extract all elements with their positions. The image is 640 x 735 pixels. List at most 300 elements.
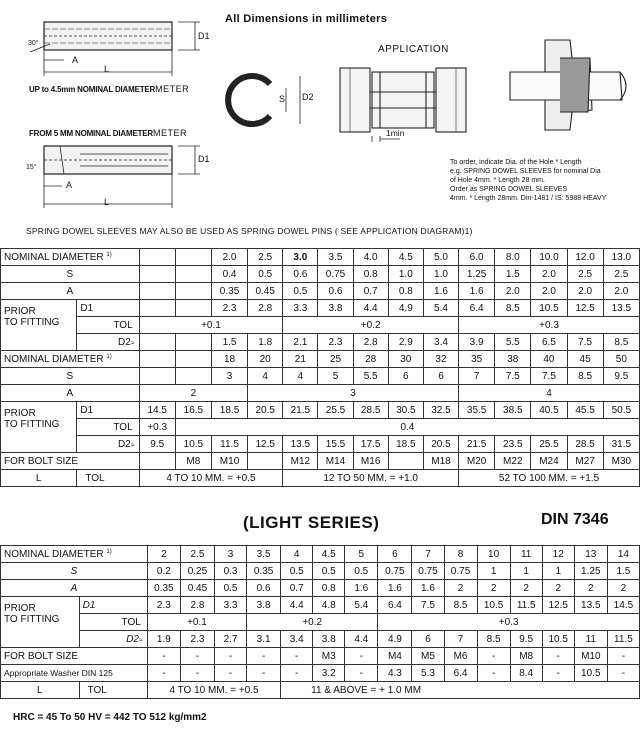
value-cell: 11.5 <box>510 597 542 614</box>
value-cell <box>388 453 423 470</box>
value-cell: 18.5 <box>388 436 423 453</box>
value-cell: 1.8 <box>248 334 283 351</box>
table-row <box>1 402 640 419</box>
dim-l-large: L <box>104 197 110 207</box>
dim-s-section: S <box>279 94 286 104</box>
value-cell: M10 <box>574 648 607 665</box>
value-cell: 10 <box>477 546 510 563</box>
value-cell: 2.8 <box>180 597 214 614</box>
value-cell: - <box>281 665 313 682</box>
value-cell: 21.5 <box>283 402 318 419</box>
value-cell: 2.3 <box>318 334 353 351</box>
row-label <box>1 351 140 368</box>
table-row <box>1 631 640 648</box>
tol-value: +0.3 <box>459 317 640 334</box>
value-cell: 40 <box>531 351 567 368</box>
value-cell: M4 <box>378 648 412 665</box>
value-cell: 15.5 <box>318 436 353 453</box>
value-cell: M20 <box>459 453 495 470</box>
to-fitting-label: TO FITTING <box>1 317 77 334</box>
small-pin-drawing <box>30 22 200 76</box>
value-cell: 0.6 <box>283 266 318 283</box>
table-row <box>1 334 640 351</box>
value-cell: 2.5 <box>567 266 603 283</box>
value-cell: 3 <box>211 368 247 385</box>
order-note <box>450 158 606 203</box>
value-cell: - <box>607 648 639 665</box>
table-row <box>1 665 640 682</box>
value-cell: 0.7 <box>281 580 313 597</box>
tol-value: 4 TO 10 MM. = +0.5 <box>139 470 283 487</box>
value-cell: 17.5 <box>353 436 388 453</box>
value-cell: 0.8 <box>388 283 423 300</box>
value-cell: 7 <box>412 546 444 563</box>
value-cell: 6.4 <box>378 597 412 614</box>
value-cell: 8.5 <box>444 597 477 614</box>
value-cell: 30 <box>388 351 423 368</box>
value-cell: 31.5 <box>603 436 639 453</box>
value-cell <box>175 249 211 266</box>
value-cell: 35 <box>459 351 495 368</box>
value-cell: - <box>247 648 281 665</box>
value-cell: 28 <box>353 351 388 368</box>
value-cell: 0.5 <box>215 580 247 597</box>
value-cell: M30 <box>603 453 639 470</box>
value-cell: 12.5 <box>567 300 603 317</box>
value-cell: 3.8 <box>313 631 345 648</box>
value-cell: 35.5 <box>459 402 495 419</box>
value-cell: 25.5 <box>318 402 353 419</box>
spacer-cell <box>1 436 77 453</box>
table-row <box>1 317 640 334</box>
value-cell: 10.5 <box>574 665 607 682</box>
value-cell: 2 <box>477 580 510 597</box>
light-series-table <box>0 545 640 699</box>
value-cell: 4 <box>248 368 283 385</box>
order-note-line: 4mm. * Length 28mm. Din-1481 / IS: 5988 HEAVY <box>450 195 607 202</box>
shaft-drawing <box>510 40 626 130</box>
tol-label: TOL <box>79 682 147 699</box>
angle-label-small: 30° <box>28 40 39 47</box>
value-cell: 4.8 <box>313 597 345 614</box>
value-cell: 32.5 <box>423 402 458 419</box>
value-cell: 7.5 <box>567 334 603 351</box>
order-note-line: To order, indicate Dia. of the Hole * Length <box>450 159 582 166</box>
value-cell <box>139 283 175 300</box>
value-cell: 6.5 <box>531 334 567 351</box>
spacer-cell <box>1 334 77 351</box>
value-cell: 0.75 <box>412 563 444 580</box>
value-cell: 0.6 <box>247 580 281 597</box>
value-cell: 25 <box>318 351 353 368</box>
value-cell: 6 <box>423 368 458 385</box>
value-cell <box>139 368 175 385</box>
approx-mark: ≈ <box>130 441 135 449</box>
value-cell: M24 <box>531 453 567 470</box>
value-cell: - <box>477 665 510 682</box>
value-cell: 4.9 <box>388 300 423 317</box>
value-cell: 11.5 <box>211 436 247 453</box>
value-cell: 45 <box>567 351 603 368</box>
value-cell: 2 <box>139 385 247 402</box>
l-label: L <box>1 682 80 699</box>
value-cell: 4.0 <box>353 249 388 266</box>
value-cell: M22 <box>495 453 531 470</box>
value-cell: 9.5 <box>139 436 175 453</box>
to-fitting-label: TO FITTING <box>1 419 77 436</box>
footnote-mark: 1) <box>106 353 112 360</box>
large-pin-drawing <box>44 146 200 208</box>
value-cell: - <box>247 665 281 682</box>
value-cell: 2.0 <box>531 283 567 300</box>
prior-label: PRIOR <box>1 597 80 614</box>
value-cell: 10.5 <box>542 631 574 648</box>
tol-value: +0.2 <box>283 317 459 334</box>
application-label: APPLICATION <box>378 44 449 55</box>
value-cell: - <box>147 648 180 665</box>
value-cell: 32 <box>423 351 458 368</box>
value-cell: 13 <box>574 546 607 563</box>
d2-label <box>77 334 139 351</box>
table-row <box>1 249 640 266</box>
row-label <box>1 546 148 563</box>
value-cell: 13.5 <box>603 300 639 317</box>
value-cell: M18 <box>423 453 458 470</box>
value-cell: 0.25 <box>180 563 214 580</box>
value-cell: 14.5 <box>607 597 639 614</box>
tol-value: +0.1 <box>139 317 283 334</box>
value-cell: 1.6 <box>378 580 412 597</box>
d2-label-text: D2 <box>118 438 131 450</box>
value-cell: 3.8 <box>247 597 281 614</box>
value-cell <box>175 266 211 283</box>
value-cell: 18 <box>211 351 247 368</box>
value-cell: 0.75 <box>378 563 412 580</box>
value-cell: 7.5 <box>412 597 444 614</box>
value-cell: 2.8 <box>248 300 283 317</box>
value-cell: 20.5 <box>248 402 283 419</box>
value-cell: 3.2 <box>313 665 345 682</box>
value-cell: 0.35 <box>247 563 281 580</box>
nominal-label: NOMINAL DIAMETER <box>4 251 104 263</box>
value-cell: 0.5 <box>345 563 378 580</box>
value-cell: M8 <box>175 453 211 470</box>
value-cell: 5.3 <box>412 665 444 682</box>
value-cell: 2 <box>444 580 477 597</box>
dim-d1-large: D1 <box>198 154 210 164</box>
value-cell: 8.4 <box>510 665 542 682</box>
d2-label <box>77 436 139 453</box>
table-row <box>1 614 640 631</box>
value-cell: - <box>281 648 313 665</box>
value-cell: 21.5 <box>459 436 495 453</box>
value-cell: 13.5 <box>574 597 607 614</box>
value-cell: - <box>345 665 378 682</box>
value-cell: - <box>477 648 510 665</box>
value-cell: - <box>180 665 214 682</box>
value-cell: 2 <box>510 580 542 597</box>
value-cell: 11.5 <box>607 631 639 648</box>
value-cell: 1.6 <box>412 580 444 597</box>
value-cell: 28.5 <box>353 402 388 419</box>
value-cell: 4 <box>281 546 313 563</box>
value-cell: 3.3 <box>215 597 247 614</box>
value-cell: 0.7 <box>353 283 388 300</box>
value-cell: 0.75 <box>444 563 477 580</box>
value-cell: 10.5 <box>477 597 510 614</box>
value-cell: 0.8 <box>353 266 388 283</box>
value-cell: 1.6 <box>423 283 458 300</box>
table-row <box>1 351 640 368</box>
value-cell: 18.5 <box>211 402 247 419</box>
value-cell: 12 <box>542 546 574 563</box>
value-cell: 3.9 <box>459 334 495 351</box>
table-row <box>1 385 640 402</box>
value-cell: M12 <box>283 453 318 470</box>
value-cell: 4.9 <box>378 631 412 648</box>
footnote-mark: 1) <box>106 251 112 258</box>
value-cell: - <box>147 665 180 682</box>
value-cell: 0.5 <box>313 563 345 580</box>
value-cell <box>139 351 175 368</box>
angle-label-large: 15° <box>26 164 37 171</box>
value-cell: 2.5 <box>180 546 214 563</box>
value-cell: 12.5 <box>248 436 283 453</box>
value-cell: 16.5 <box>175 402 211 419</box>
value-cell: - <box>180 648 214 665</box>
value-cell: 5.5 <box>353 368 388 385</box>
value-cell: 1 <box>510 563 542 580</box>
table-row <box>1 453 640 470</box>
value-cell: 2.1 <box>283 334 318 351</box>
table-row <box>1 419 640 436</box>
row-label: A <box>1 385 140 402</box>
value-cell: 1.25 <box>459 266 495 283</box>
value-cell: 4.5 <box>388 249 423 266</box>
value-cell: 9.5 <box>603 368 639 385</box>
value-cell: 38 <box>495 351 531 368</box>
value-cell: 11 <box>510 546 542 563</box>
table-row <box>1 266 640 283</box>
to-fitting-label: TO FITTING <box>1 614 80 631</box>
value-cell <box>139 300 175 317</box>
value-cell: 25.5 <box>531 436 567 453</box>
value-cell: 10.5 <box>531 300 567 317</box>
value-cell: 4.4 <box>353 300 388 317</box>
value-cell: 0.75 <box>318 266 353 283</box>
table-row <box>1 682 640 699</box>
table-row <box>1 470 640 487</box>
value-cell: 20.5 <box>423 436 458 453</box>
table-row <box>1 597 640 614</box>
value-cell: 5.5 <box>495 334 531 351</box>
value-cell: M3 <box>313 648 345 665</box>
value-cell: 3.1 <box>247 631 281 648</box>
value-cell: 0.5 <box>283 283 318 300</box>
value-cell: 2 <box>147 546 180 563</box>
din-number: DIN 7346 <box>541 511 609 528</box>
table-row <box>1 563 640 580</box>
row-label: S <box>1 563 148 580</box>
nominal-label: NOMINAL DIAMETER <box>4 548 104 560</box>
d2-label <box>79 631 147 648</box>
tol-value: 11 & ABOVE = + 1.0 MM <box>281 682 640 699</box>
value-cell: 3.8 <box>318 300 353 317</box>
value-cell: 6.4 <box>444 665 477 682</box>
value-cell: 4.3 <box>378 665 412 682</box>
table-row <box>1 580 640 597</box>
caption-small-pin: UP to 4.5mm NOMINAL DIAMETERMETER <box>29 84 190 94</box>
table-row <box>1 283 640 300</box>
value-cell: M8 <box>510 648 542 665</box>
tol-value: 0.4 <box>175 419 639 436</box>
tol-value: 52 TO 100 MM. = +1.5 <box>459 470 640 487</box>
prior-label: PRIOR <box>1 402 77 419</box>
value-cell: 0.5 <box>281 563 313 580</box>
page-title: All Dimensions in millimeters <box>225 13 388 25</box>
value-cell: 2.0 <box>495 283 531 300</box>
value-cell: 2.3 <box>147 597 180 614</box>
value-cell <box>139 266 175 283</box>
value-cell: 2 <box>574 580 607 597</box>
value-cell: 7 <box>459 368 495 385</box>
value-cell: 1 <box>542 563 574 580</box>
dim-a-large: A <box>66 180 73 190</box>
table-row <box>1 300 640 317</box>
value-cell: 2.0 <box>567 283 603 300</box>
d1-label: D1 <box>79 597 147 614</box>
dim-d2-section: D2 <box>302 92 314 102</box>
table-row <box>1 436 640 453</box>
table-row <box>1 368 640 385</box>
value-cell: 11 <box>574 631 607 648</box>
value-cell: 0.45 <box>180 580 214 597</box>
bolt-label: FOR BOLT SIZE <box>1 453 140 470</box>
value-cell: 2.0 <box>531 266 567 283</box>
value-cell: 1.5 <box>607 563 639 580</box>
tol-value: 12 TO 50 MM. = +1.0 <box>283 470 459 487</box>
value-cell: M5 <box>412 648 444 665</box>
value-cell: 2.0 <box>211 249 247 266</box>
value-cell: - <box>215 648 247 665</box>
footnote-mark: 1) <box>106 548 112 555</box>
dim-l-small: L <box>104 64 110 74</box>
value-cell: 1.5 <box>211 334 247 351</box>
d1-label: D1 <box>77 300 139 317</box>
value-cell: 14.5 <box>139 402 175 419</box>
value-cell: 2.7 <box>215 631 247 648</box>
d1-label: D1 <box>77 402 139 419</box>
row-label: A <box>1 580 148 597</box>
value-cell: 10.5 <box>175 436 211 453</box>
value-cell: 40.5 <box>531 402 567 419</box>
value-cell: 13.0 <box>603 249 639 266</box>
value-cell: 3 <box>215 546 247 563</box>
value-cell: 5 <box>345 546 378 563</box>
value-cell: 0.2 <box>147 563 180 580</box>
heavy-series-table <box>0 248 640 487</box>
value-cell <box>175 300 211 317</box>
d2-label-text: D2 <box>118 336 131 348</box>
value-cell: 1.9 <box>147 631 180 648</box>
value-cell: 4.5 <box>313 546 345 563</box>
value-cell: 2.3 <box>211 300 247 317</box>
value-cell: 2.8 <box>353 334 388 351</box>
prior-label: PRIOR <box>1 300 77 317</box>
value-cell: 0.35 <box>147 580 180 597</box>
value-cell: 3.3 <box>283 300 318 317</box>
value-cell: 1.6 <box>459 283 495 300</box>
value-cell: 3.5 <box>247 546 281 563</box>
value-cell: 21 <box>283 351 318 368</box>
value-cell: 50.5 <box>603 402 639 419</box>
value-cell: 5.4 <box>345 597 378 614</box>
value-cell: 2 <box>607 580 639 597</box>
bolt-label: FOR BOLT SIZE <box>1 648 148 665</box>
tol-label: TOL <box>77 470 139 487</box>
value-cell: 4 <box>283 368 318 385</box>
value-cell: 7.5 <box>531 368 567 385</box>
dim-1min: 1min <box>386 128 405 138</box>
value-cell: - <box>542 665 574 682</box>
value-cell: 5.4 <box>423 300 458 317</box>
usage-note: SPRING DOWEL SLEEVES MAY ALSO BE USED AS SPRING DOWEL PINS ( SEE APPLICATION DIAGRAM)1) <box>26 226 473 236</box>
value-cell: 0.45 <box>248 283 283 300</box>
value-cell: 0.8 <box>313 580 345 597</box>
value-cell: 4 <box>459 385 640 402</box>
value-cell: 1.0 <box>423 266 458 283</box>
value-cell: 9.5 <box>510 631 542 648</box>
value-cell: 45.5 <box>567 402 603 419</box>
dim-d1-small: D1 <box>198 31 210 41</box>
value-cell: 2 <box>542 580 574 597</box>
row-label: S <box>1 266 140 283</box>
order-note-line: e.g. SPRING DOWEL SLEEVES for nominal Dia <box>450 168 601 175</box>
value-cell <box>175 368 211 385</box>
value-cell: 3.4 <box>281 631 313 648</box>
tol-value: +0.2 <box>247 614 378 631</box>
value-cell <box>139 334 175 351</box>
washer-label: Appropriate Washer DIN 125 <box>1 665 148 682</box>
row-label <box>1 249 140 266</box>
value-cell: 2.5 <box>248 249 283 266</box>
value-cell: 3.5 <box>318 249 353 266</box>
value-cell: 50 <box>603 351 639 368</box>
value-cell: 12.0 <box>567 249 603 266</box>
value-cell: 0.3 <box>215 563 247 580</box>
value-cell: 1.0 <box>388 266 423 283</box>
value-cell <box>175 334 211 351</box>
value-cell <box>175 351 211 368</box>
approx-mark: ≈ <box>130 339 135 347</box>
value-cell <box>248 453 283 470</box>
value-cell: 1.6 <box>345 580 378 597</box>
value-cell: 1 <box>477 563 510 580</box>
value-cell: 6.0 <box>459 249 495 266</box>
value-cell: - <box>542 648 574 665</box>
value-cell: - <box>345 648 378 665</box>
value-cell: 7 <box>444 631 477 648</box>
value-cell: 3.4 <box>423 334 458 351</box>
value-cell: 6 <box>378 546 412 563</box>
value-cell: 0.35 <box>211 283 247 300</box>
value-cell <box>139 453 175 470</box>
order-note-line: Order as SPRING DOWEL SLEEVES <box>450 186 568 193</box>
tol-label: TOL <box>77 317 139 334</box>
dim-a-small: A <box>72 55 79 65</box>
value-cell: 14 <box>607 546 639 563</box>
cross-section-drawing <box>228 76 300 124</box>
